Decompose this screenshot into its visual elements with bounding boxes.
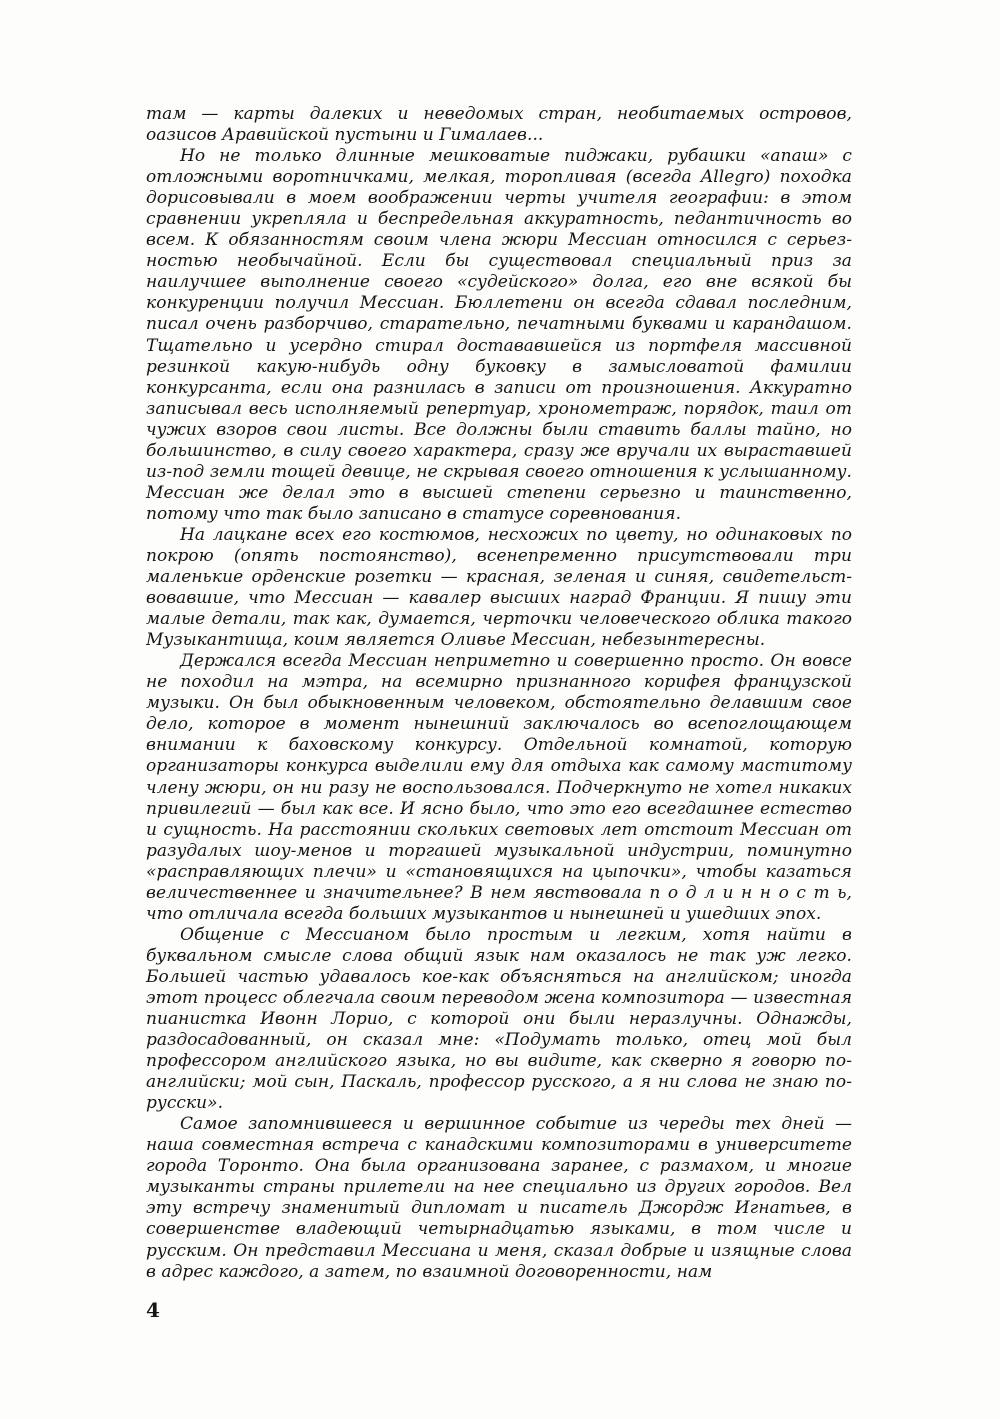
page-number: 4 — [146, 1298, 160, 1322]
paragraph-4: Держался всегда Мессиан неприметно и совершенно просто. Он вовсе не походил на мэтра, на всемирно признанного корифея французской музыки. Он был обыкновенным человеком, обстоятельно делавшим свое дело, которое в момент нынешний заключалось во всепоглощающем внимании к баховскому конкурсу. Отдельной комнатой, которую организаторы конкурса выделили ему для отдыха как самому маститому члену жюри, он ни разу не воспользовался. Подчеркнуто не хотел никаких привилегий — был как все. И ясно было, что это его всегдашнее естество и сущность. На расстоянии скольких световых лет отстоит Мессиан от разудалых шоу-менов и торгашей музыкальной индустрии, поминутно «расправляющих плечи» и «становящихся на цыпочки», чтобы казаться величественнее и значительнее? В нем явствовала п о д л и н н о с т ь, что отличала всегда больших музыкантов и нынешней и ушедших эпох. — [146, 651, 852, 924]
paragraph-2: Но не только длинные мешковатые пиджаки, рубашки «апаш» с отложными воротничками, мелкая, торопливая (всегда Allegro) походка дорисовывали в моем воображении черты учителя географии: в этом сравнении укрепляла и беспредельная аккуратность, педантичность во всем. К обязанностям своим члена жюри Мессиан относился с серьезностью необычайной. Если бы существовал специальный приз за наилучшее выполнение своего «судейского» долга, его вне всякой бы конкуренции получил Мессиан. Бюллетени он всегда сдавал последним, писал очень разборчиво, старательно, печатными буквами и карандашом. Тщательно и усердно стирал достававшейся из портфеля массивной резинкой какую-нибудь одну буковку в замысловатой фамилии конкурсанта, если она разнилась в записи от произношения. Аккуратно записывал весь исполняемый репертуар, хронометраж, порядок, таил от чужих взоров свои листы. Все должны были ставить баллы тайно, но большинство, в силу своего характера, сразу же вручали их выраставшей из-под земли тощей девице, не скрывая своего отношения к услышанному. Мессиан же делал это в высшей степени серьезно и таинственно, потому что так было записано в статусе соревнования. — [146, 146, 852, 524]
paragraph-1: там — карты далеких и неведомых стран, необитаемых островов, оазисов Аравийской пустыни и Гималаев... — [146, 104, 852, 146]
paragraph-5: Общение с Мессианом было простым и легким, хотя найти в буквальном смысле слова общий язык нам оказалось не так уж легко. Большей частью удавалось кое-как объясняться на английском; иногда этот процесс облегчала своим переводом жена композитора — известная пианистка Ивонн Лорио, с которой они были неразлучны. Однажды, раздосадованный, он сказал мне: «Подумать только, отец мой был профессором английского языка, но вы видите, как скверно я говорю по-английски; мой сын, Паскаль, профессор русского, а я ни слова не знаю по-русски». — [146, 924, 852, 1114]
body-text — [146, 104, 852, 1283]
paragraph-3: На лацкане всех его костюмов, несхожих по цвету, но одинаковых по покрою (опять постоянство), всенепременно присутствовали три маленькие орденские розетки — красная, зеленая и синяя, свидетельствовавшие, что Мессиан — кавалер высших наград Франции. Я пишу эти малые детали, так как, думается, черточки человеческого облика такого Музыкантища, коим является Оливье Мессиан, небезынтересны. — [146, 524, 852, 651]
paragraph-6: Самое запомнившееся и вершинное событие из череды тех дней — наша совместная встреча с канадскими композиторами в университете города Торонто. Она была организована заранее, с размахом, и многие музыканты страны прилетели на нее специально из других городов. Вел эту встречу знаменитый дипломат и писатель Джордж Игнатьев, в совершенстве владеющий четырнадцатью языками, в том числе и русским. Он представил Мессиана и меня, сказал добрые и изящные слова в адрес каждого, а затем, по взаимной договоренности, нам — [146, 1114, 852, 1282]
